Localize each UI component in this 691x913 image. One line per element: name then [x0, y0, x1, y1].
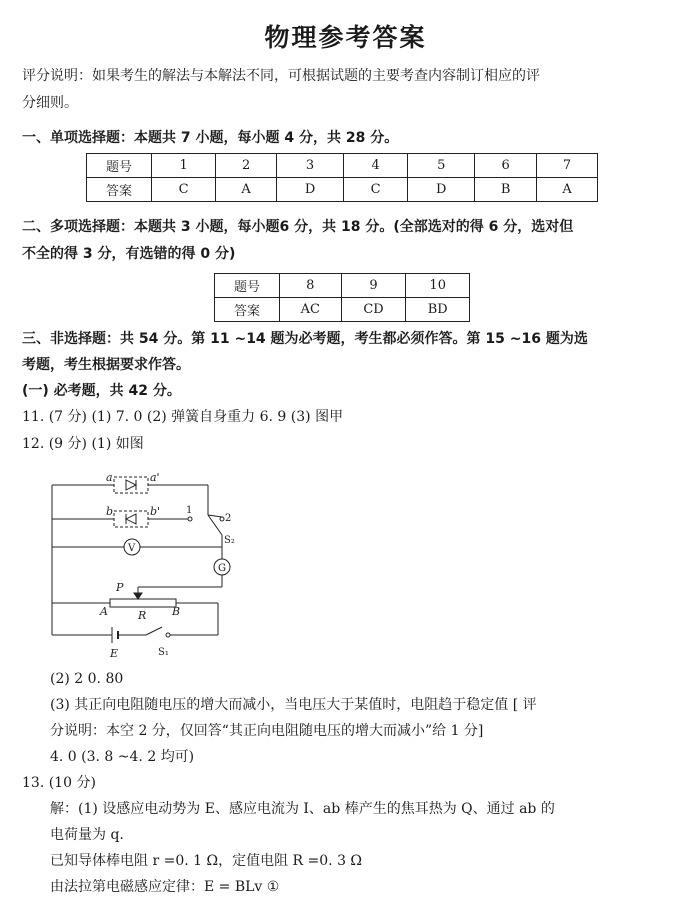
- table-cell: 10: [406, 274, 470, 298]
- table-cell: 2: [216, 154, 277, 178]
- table-cell: 4: [344, 154, 408, 178]
- q12-part4: 4. 0 (3. 8 ~4. 2 均可): [50, 749, 195, 765]
- diode-b-box: [114, 511, 148, 527]
- q12-part3-line-1: (3) 其正向电阻随电压的增大而减小，当电压大于某值时，电阻趋于稳定值 [ 评: [50, 697, 537, 713]
- label-p: P: [116, 581, 124, 594]
- label-s2: S₂: [224, 535, 235, 546]
- table-cell: A: [216, 178, 277, 202]
- label-B: B: [172, 605, 181, 618]
- table-cell: CD: [341, 298, 406, 322]
- table-row: [87, 178, 598, 202]
- circuit-diagram: [46, 463, 236, 663]
- q13-line-1: 解：(1) 设感应电动势为 E、感应电流为 I、ab 棒产生的焦耳热为 Q、通过 ab 的: [50, 801, 555, 817]
- label-2: 2: [225, 513, 232, 524]
- label-a-prime: a': [150, 471, 160, 484]
- section1-answer-table: [86, 153, 598, 202]
- label-s1: S₁: [158, 647, 169, 658]
- table-cell: 7: [537, 154, 598, 178]
- label-E: E: [110, 647, 119, 660]
- switch-s1-blade: [146, 627, 162, 635]
- q12-head: 12. (9 分) (1) 如图: [22, 436, 144, 452]
- table-row: [215, 274, 470, 298]
- table-cell: A: [537, 178, 598, 202]
- grading-note-line-1: 评分说明：如果考生的解法与本解法不同，可根据试题的主要考查内容制订相应的评: [22, 68, 540, 84]
- slider-p-arrow: [134, 593, 142, 599]
- table-row: [87, 154, 598, 178]
- label-a: a: [106, 471, 113, 484]
- label-v: V: [128, 543, 136, 554]
- table-cell: B: [475, 178, 537, 202]
- circuit-wire: [208, 515, 222, 517]
- rheostat-r: [110, 599, 176, 607]
- label-b: b: [106, 505, 114, 518]
- table-cell: 答案: [87, 178, 152, 202]
- table-cell: D: [408, 178, 475, 202]
- section1-heading: 一、单项选择题：本题共 7 小题，每小题 4 分，共 28 分。: [22, 130, 399, 146]
- table-cell: 8: [280, 274, 342, 298]
- table-cell: 5: [408, 154, 475, 178]
- table-cell: AC: [280, 298, 342, 322]
- diode-b-icon: [126, 514, 136, 524]
- diode-a-box: [114, 477, 148, 493]
- label-g: G: [218, 563, 226, 574]
- section2-heading-line-2: 不全的得 3 分，有选错的得 0 分): [22, 246, 236, 262]
- label-1: 1: [186, 505, 193, 516]
- q13-line-3: 已知导体棒电阻 r =0. 1 Ω，定值电阻 R =0. 3 Ω: [50, 853, 363, 869]
- q11-answer: 11. (7 分) (1) 7. 0 (2) 弹簧自身重力 6. 9 (3) 图甲: [22, 409, 344, 425]
- q13-line-4: 由法拉第电磁感应定律：E = BLv ①: [50, 879, 280, 895]
- table-cell: C: [344, 178, 408, 202]
- table-cell: 题号: [215, 274, 280, 298]
- contact-1: [188, 517, 192, 521]
- label-b-prime: b': [150, 505, 161, 518]
- q12-part3-line-2: 分说明：本空 2 分，仅回答“其正向电阻随电压的增大而减小”给 1 分]: [50, 723, 484, 739]
- table-cell: D: [277, 178, 344, 202]
- table-cell: 3: [277, 154, 344, 178]
- table-row: [215, 298, 470, 322]
- table-cell: 6: [475, 154, 537, 178]
- page-title: 物理参考答案: [264, 23, 427, 52]
- grading-note-line-2: 分细则。: [22, 95, 78, 111]
- contact-2: [220, 517, 224, 521]
- table-cell: C: [152, 178, 216, 202]
- diode-a-icon: [126, 480, 136, 490]
- q12-part2: (2) 2 0. 80: [50, 671, 124, 687]
- table-cell: 1: [152, 154, 216, 178]
- label-A: A: [100, 605, 108, 618]
- section3-heading-line-2: 考题，考生根据要求作答。: [22, 357, 190, 373]
- table-cell: 题号: [87, 154, 152, 178]
- table-cell: 9: [341, 274, 406, 298]
- section2-heading-line-1: 二、多项选择题：本题共 3 小题，每小题6 分，共 18 分。(全部选对的得 6 分，选对但: [22, 219, 574, 235]
- table-cell: 答案: [215, 298, 280, 322]
- section3-subheading: (一) 必考题，共 42 分。: [22, 383, 181, 399]
- q13-line-2: 电荷量为 q.: [50, 827, 124, 843]
- section2-answer-table: [214, 273, 470, 322]
- section3-heading-line-1: 三、非选择题：共 54 分。第 11 ~14 题为必考题，考生都必须作答。第 15 ~16 题为选: [22, 331, 588, 347]
- switch-s1-contact: [166, 633, 170, 637]
- q13-head: 13. (10 分): [22, 775, 96, 791]
- table-cell: BD: [406, 298, 470, 322]
- label-R: R: [138, 609, 147, 622]
